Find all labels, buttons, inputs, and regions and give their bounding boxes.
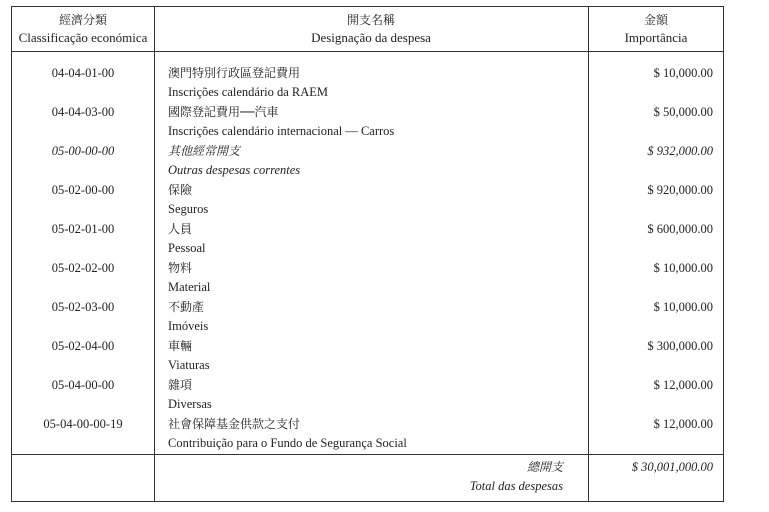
expense-table xyxy=(11,6,724,502)
row-designation-pt: Inscrições calendário internacional — Carros xyxy=(168,124,395,138)
row-amount: $ 600,000.00 xyxy=(647,222,713,236)
row-code: 05-02-02-00 xyxy=(51,261,115,275)
total-label-zh: 總開支 xyxy=(526,460,563,474)
header-designation-zh: 開支名稱 xyxy=(346,13,395,27)
header-classification xyxy=(12,11,154,47)
row-designation-zh: 澳門特別行政區登記費用 xyxy=(168,66,301,80)
row-amount: $ 920,000.00 xyxy=(647,183,713,197)
row-designation-pt: Material xyxy=(168,280,211,294)
column-divider xyxy=(588,7,589,501)
row-designation-pt: Inscrições calendário da RAEM xyxy=(168,85,329,99)
row-amount: $ 12,000.00 xyxy=(653,417,713,431)
row-code: 05-04-00-00 xyxy=(51,378,115,392)
row-designation-pt: Pessoal xyxy=(168,241,206,255)
row-code: 05-02-03-00 xyxy=(51,300,115,314)
row-designation-zh: 物料 xyxy=(168,261,193,275)
row-code: 05-04-00-00-19 xyxy=(43,417,123,431)
row-code: 05-00-00-00 xyxy=(51,144,115,158)
row-designation-zh: 不動產 xyxy=(168,300,205,314)
row-designation-pt: Diversas xyxy=(168,397,212,411)
total-label-pt: Total das despesas xyxy=(469,479,563,493)
header-divider xyxy=(12,51,723,52)
header-classification-pt: Classificação económica xyxy=(18,30,148,45)
row-designation-pt: Outras despesas correntes xyxy=(168,163,301,177)
header-classification-zh: 經濟分類 xyxy=(58,13,107,27)
row-code: 04-04-03-00 xyxy=(51,105,115,119)
row-code: 05-02-04-00 xyxy=(51,339,115,353)
row-designation-zh: 雜項 xyxy=(168,378,193,392)
row-designation-zh: 車輛 xyxy=(168,339,193,353)
column-divider xyxy=(154,7,155,501)
row-designation-zh: 人員 xyxy=(168,222,193,236)
row-designation-zh: 國際登記費用──汽車 xyxy=(168,105,279,119)
header-amount-zh: 金額 xyxy=(643,13,668,27)
row-amount: $ 932,000.00 xyxy=(647,144,713,158)
total-amount: $ 30,001,000.00 xyxy=(631,460,713,474)
row-designation-zh: 其他經常開支 xyxy=(168,144,241,158)
row-code: 04-04-01-00 xyxy=(51,66,115,80)
row-designation-pt: Viaturas xyxy=(168,358,210,372)
row-code: 05-02-00-00 xyxy=(51,183,115,197)
total-divider xyxy=(12,454,723,455)
header-amount-pt: Importância xyxy=(624,30,688,45)
row-designation-zh: 保險 xyxy=(168,183,193,197)
row-code: 05-02-01-00 xyxy=(51,222,115,236)
header-amount xyxy=(588,11,724,47)
row-amount: $ 10,000.00 xyxy=(653,300,713,314)
row-amount: $ 12,000.00 xyxy=(653,378,713,392)
row-amount: $ 300,000.00 xyxy=(647,339,713,353)
header-designation-pt: Designação da despesa xyxy=(311,30,431,45)
row-amount: $ 10,000.00 xyxy=(653,66,713,80)
header-designation xyxy=(154,11,588,47)
row-designation-zh: 社會保障基金供款之支付 xyxy=(168,417,301,431)
row-amount: $ 50,000.00 xyxy=(653,105,713,119)
row-designation-pt: Imóveis xyxy=(168,319,209,333)
row-amount: $ 10,000.00 xyxy=(653,261,713,275)
row-designation-pt: Seguros xyxy=(168,202,209,216)
row-designation-pt: Contribuição para o Fundo de Segurança Social xyxy=(168,436,407,450)
